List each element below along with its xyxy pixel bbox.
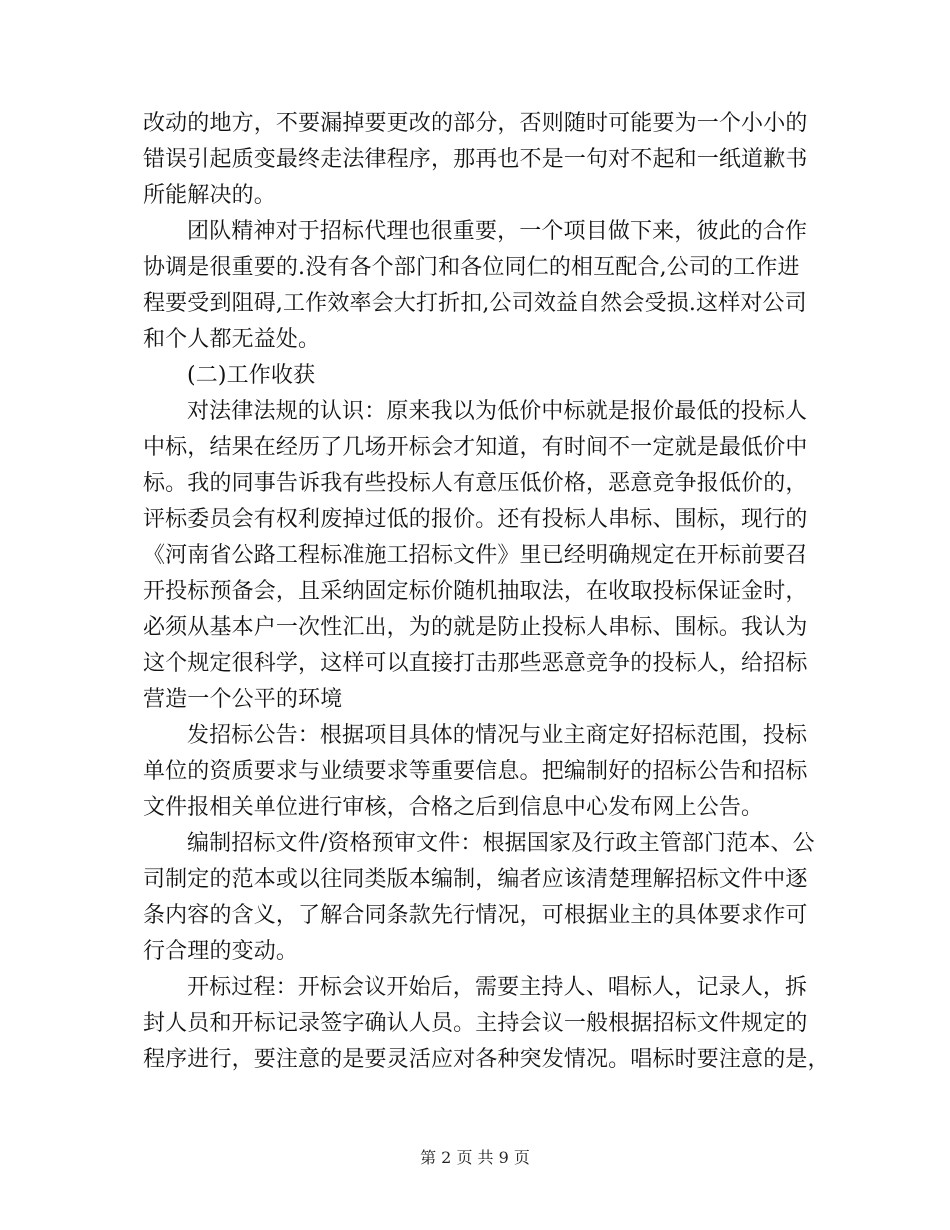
paragraph-line: 营造一个公平的环境 — [143, 687, 343, 712]
paragraph-line: 评标委员会有权利废掉过低的报价。还有投标人串标、围标，现行的 — [143, 507, 808, 532]
paragraph-line: 开投标预备会，且采纳固定标价随机抽取法，在收取投标保证金时， — [143, 579, 808, 604]
paragraph — [143, 826, 815, 970]
paragraph-line: 行合理的变动。 — [143, 939, 299, 964]
paragraph-line: (二)工作收获 — [187, 363, 316, 388]
paragraph-line: 程要受到阻碍,工作效率会大打折扣,公司效益自然会受损.这样对公司 — [143, 291, 807, 316]
paragraph-line: 这个规定很科学，这样可以直接打击那些恶意竞争的投标人，给招标 — [143, 651, 808, 676]
paragraph-line: 程序进行，要注意的是要灵活应对各种突发情况。唱标时要注意的是， — [143, 1047, 830, 1072]
paragraph — [143, 358, 807, 394]
paragraph — [143, 106, 807, 214]
paragraph-line: 发招标公告：根据项目具体的情况与业主商定好招标范围，投标 — [187, 723, 808, 748]
paragraph-line: 编制招标文件/资格预审文件：根据国家及行政主管部门范本、公 — [187, 831, 815, 856]
paragraph-line: 和个人都无益处。 — [143, 327, 321, 352]
paragraph-line: 改动的地方，不要漏掉要更改的部分，否则随时可能要为一个小小的 — [143, 111, 808, 136]
paragraph-line: 必须从基本户一次性汇出，为的就是防止投标人串标、围标。我认为 — [143, 615, 808, 640]
paragraph-line: 《河南省公路工程标准施工招标文件》里已经明确规定在开标前要召 — [143, 543, 808, 568]
paragraph-line: 开标过程：开标会议开始后，需要主持人、唱标人，记录人，拆 — [187, 975, 808, 1000]
paragraph-line: 司制定的范本或以往同类版本编制，编者应该清楚理解招标文件中逐 — [143, 867, 808, 892]
paragraph — [143, 970, 830, 1078]
page-footer: 第 2 页 共 9 页 — [420, 1148, 530, 1167]
paragraph-line: 文件报相关单位进行审核，合格之后到信息中心发布网上公告。 — [143, 795, 764, 820]
paragraph-line: 团队精神对于招标代理也很重要，一个项目做下来，彼此的合作 — [187, 219, 808, 244]
paragraph-line: 错误引起质变最终走法律程序，那再也不是一句对不起和一纸道歉书 — [143, 147, 808, 172]
paragraph — [143, 718, 807, 826]
document-body — [143, 106, 830, 1078]
paragraph-line: 中标，结果在经历了几场开标会才知道，有时间不一定就是最低价中 — [143, 435, 808, 460]
paragraph-line: 标。我的同事告诉我有些投标人有意压低价格，恶意竞争报低价的， — [143, 471, 808, 496]
paragraph — [143, 394, 807, 718]
paragraph-line: 封人员和开标记录签字确认人员。主持会议一般根据招标文件规定的 — [143, 1011, 808, 1036]
paragraph — [143, 214, 807, 358]
paragraph-line: 单位的资质要求与业绩要求等重要信息。把编制好的招标公告和招标 — [143, 759, 808, 784]
paragraph-line: 协调是很重要的.没有各个部门和各位同仁的相互配合,公司的工作进 — [143, 255, 800, 280]
paragraph-line: 条内容的含义，了解合同条款先行情况，可根据业主的具体要求作可 — [143, 903, 808, 928]
paragraph-line: 所能解决的。 — [143, 183, 276, 208]
paragraph-line: 对法律法规的认识：原来我以为低价中标就是报价最低的投标人 — [187, 399, 808, 424]
